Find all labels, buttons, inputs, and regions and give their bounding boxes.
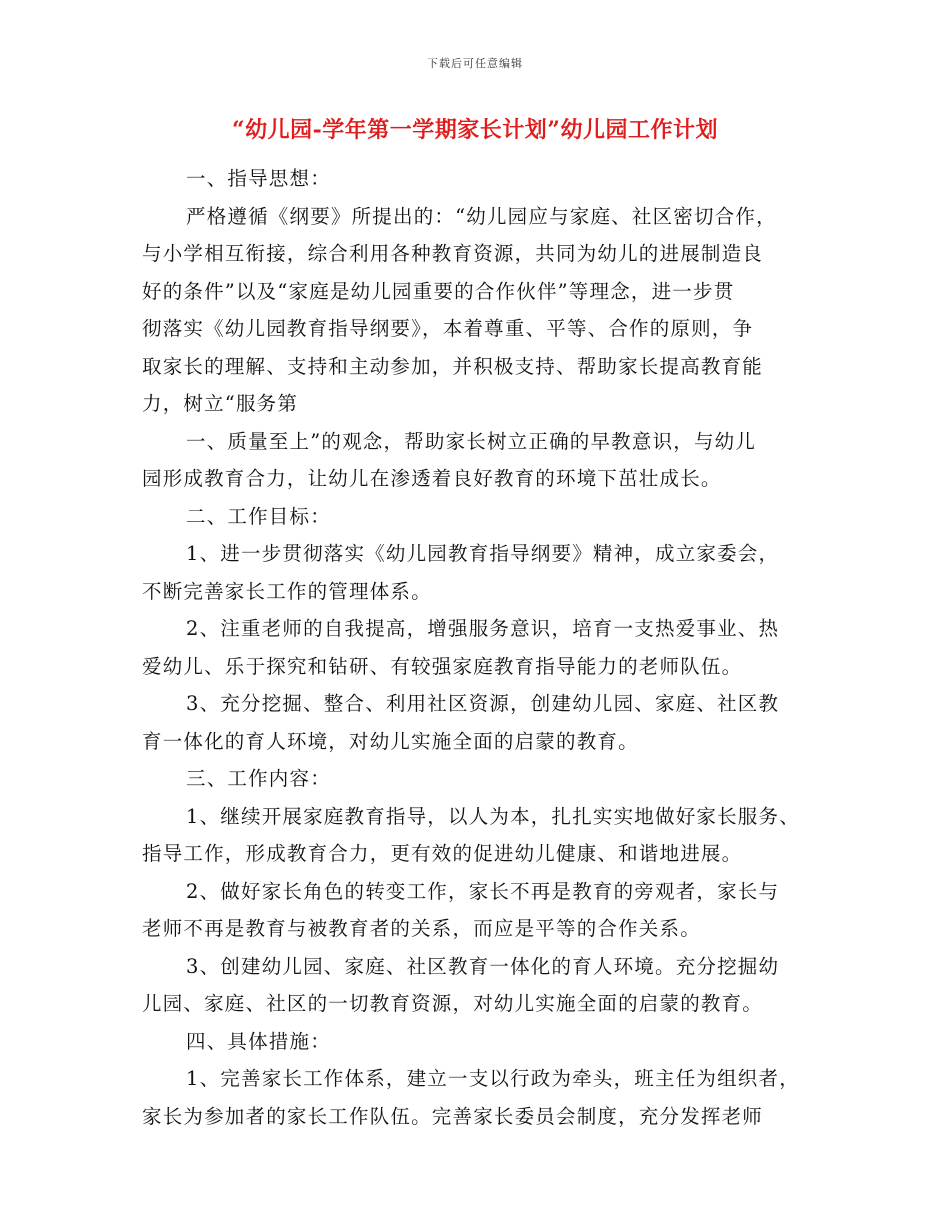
paragraph-line: 儿园、家庭、社区的一切教育资源，对幼儿实施全面的启蒙的教育。 — [142, 992, 764, 1015]
paragraph-line: 2、注重老师的自我提高，增强服务意识，培育一支热爱事业、热 — [186, 617, 780, 640]
header-note: 下载后可任意编辑 — [427, 57, 523, 70]
paragraph-line: 好的条件”以及“家庭是幼儿园重要的合作伙伴”等理念，进一步贯 — [142, 279, 735, 303]
paragraph-line: 指导工作，形成教育合力，更有效的促进幼儿健康、和谐地进展。 — [142, 842, 743, 865]
paragraph-line: 老师不再是教育与被教育者的关系，而应是平等的合作关系。 — [142, 917, 701, 940]
paragraph-line: 家长为参加者的家长工作队伍。完善家长委员会制度，充分发挥老师 — [142, 1104, 764, 1128]
paragraph-line: 力，树立“服务第 — [142, 392, 299, 415]
paragraph-line: 育一体化的育人环境，对幼儿实施全面的启蒙的教育。 — [142, 729, 639, 753]
paragraph-line: 取家长的理解、支持和主动参加，并积极支持、帮助家长提高教育能 — [142, 354, 764, 378]
section-heading: 四、具体措施： — [186, 1029, 331, 1053]
paragraph-line: 一、质量至上”的观念，帮助家长树立正确的早教意识，与幼儿 — [186, 429, 757, 453]
paragraph-line: 3、创建幼儿园、家庭、社区教育一体化的育人环境。充分挖掘幼 — [186, 954, 780, 978]
paragraph-line: 1、完善家长工作体系，建立一支以行政为牵头，班主任为组织者， — [186, 1067, 800, 1090]
document-title: “幼儿园-学年第一学期家长计划”幼儿园工作计划 — [232, 117, 718, 143]
section-heading: 三、工作内容： — [186, 767, 331, 790]
paragraph-line: 与小学相互衔接，综合利用各种教育资源，共同为幼儿的进展制造良 — [142, 242, 764, 265]
document-body — [142, 160, 827, 1135]
paragraph-line: 彻落实《幼儿园教育指导纲要》，本着尊重、平等、合作的原则，争 — [142, 317, 754, 340]
paragraph-line: 爱幼儿、乐于探究和钻研、有较强家庭教育指导能力的老师队伍。 — [142, 654, 743, 678]
paragraph-line: 园形成教育合力，让幼儿在渗透着良好教育的环境下茁壮成长。 — [142, 467, 722, 490]
paragraph-line: 不断完善家长工作的管理体系。 — [142, 579, 432, 603]
section-heading: 一、指导思想： — [186, 167, 331, 190]
paragraph-line: 2、做好家长角色的转变工作，家长不再是教育的旁观者，家长与 — [186, 879, 780, 903]
paragraph-line: 1、继续开展家庭教育指导，以人为本，扎扎实实地做好家长服务、 — [186, 804, 800, 828]
section-heading: 二、工作目标： — [186, 504, 331, 528]
paragraph-line: 严格遵循《纲要》所提出的：“幼儿园应与家庭、社区密切合作， — [186, 204, 777, 228]
paragraph-line: 1、进一步贯彻落实《幼儿园教育指导纲要》精神，成立家委会， — [186, 542, 780, 565]
paragraph-line: 3、充分挖掘、整合、利用社区资源，创建幼儿园、家庭、社区教 — [186, 692, 780, 715]
